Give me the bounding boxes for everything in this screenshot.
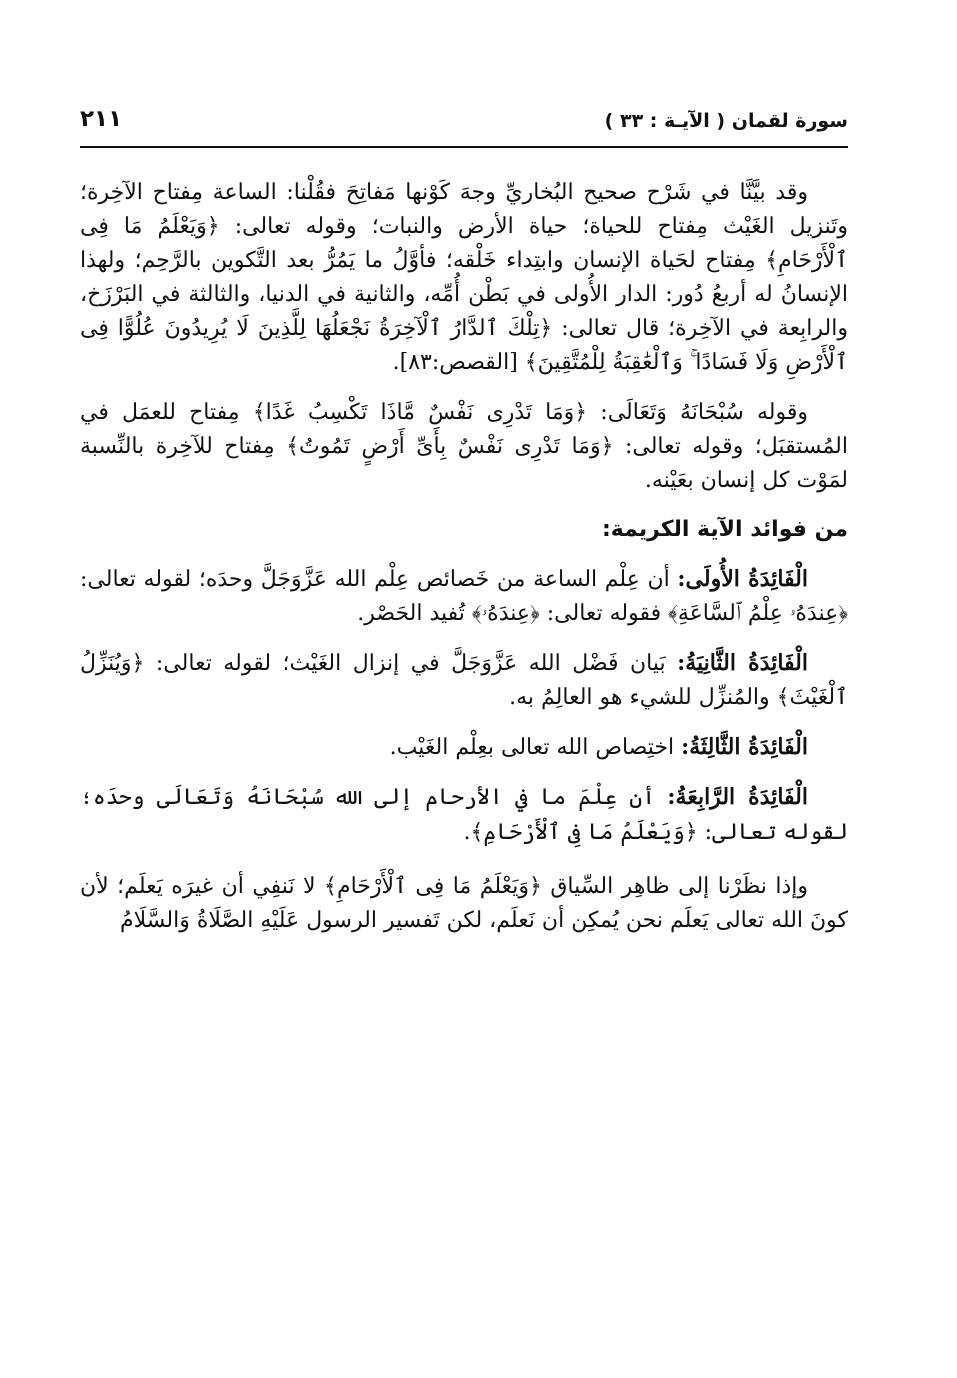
- benefit-2-label: الْفَائِدَةُ الثَّانِيَةُ:: [677, 650, 808, 677]
- paragraph-future-keys: وقوله سُبْحَانَهُ وَتَعَالَى: ﴿وَمَا تَدْرِى نَفْسٌ مَّاذَا تَكْسِبُ غَدًا﴾ مِفتاح للعمَل في المُستقبَل؛ وقوله تعالى: ﴿وَمَا تَدْرِى نَفْسٌ بِأَىِّ أَرْضٍ تَمُوتُ﴾ مِفتاح للآخِرة بالنِّسبة لمَوْت كل إنسان بعَيْنه.: [80, 399, 848, 493]
- benefit-3-label: الْفَائِدَةُ الثَّالِثَةُ:: [681, 734, 808, 761]
- benefit-2-text: بَيان فَضْل الله عَزَّوَجَلَّ في إنزال الغَيْث؛ لقوله تعالى: ﴿وَيُنَزِّلُ ٱلْغَيْثَ﴾ والمُنزِّل للشيء هو العالِمُ به.: [80, 651, 848, 711]
- header-divider: [80, 146, 848, 148]
- benefit-1: [80, 562, 848, 631]
- benefit-2: [80, 646, 848, 715]
- benefit-4: [80, 780, 848, 849]
- benefit-4-text: أن عِلْمَ ما في الأرحام إلى الله سُبْحَانَهُ وَتَعَالَى وحدَه؛ لقوله تعالى: ﴿وَيَعْلَمُ مَا فِى ٱلْأَرْحَامِ﴾.: [80, 785, 848, 845]
- benefit-1-label: الْفَائِدَةُ الأُولَى:: [677, 565, 809, 592]
- closing-paragraph: وإذا نظَرْنا إلى ظاهِر السِّياق ﴿وَيَعْلَمُ مَا فِى ٱلْأَرْحَامِ﴾ لا نَنفِي أن غيرَه يَعلَم؛ لأن كونَ الله تعالى يَعلَم نحن يُمكِن أن نَعلَم، لكن تَفسير الرسول عَلَيْهِ الصَّلَاةُ وَالسَّلَامُ: [80, 873, 848, 933]
- benefit-4-label: الْفَائِدَةُ الرَّابِعَةُ:: [667, 784, 808, 811]
- benefit-3: [80, 730, 848, 765]
- benefit-3-text: اختِصاص الله تعالى بعِلْم الغَيْب.: [389, 735, 682, 761]
- surah-title: سورة لقمان ( الآيـة : ٣٣ ): [604, 110, 848, 132]
- page-body: [80, 176, 848, 953]
- running-header: [80, 106, 848, 140]
- page-number: ٢١١: [80, 106, 123, 132]
- section-heading: من فوائد الآية الكريمة:: [601, 516, 848, 542]
- benefit-1-text: أن عِلْم الساعة من خَصائص عِلْم الله عَزَّوَجَلَّ وحدَه؛ لقوله تعالى: ﴿عِندَهُۥ عِلْمُ ٱلسَّاعَةِ﴾ فقوله تعالى: ﴿عِندَهُۥ﴾ تُفيد الحَصْر.: [80, 566, 848, 627]
- paragraph-keys-explanation: وقد بيَّنَّا في شَرْح صحيح البُخاريِّ وجهَ كَوْنها مَفاتِحَ فقُلْنا: الساعة مِفتاح الآخِرة؛ وتَنزيل الغَيْث مِفتاح للحياة؛ حياة الأرض والنبات؛ وقوله تعالى: ﴿وَيَعْلَمُ مَا فِى ٱلْأَرْحَامِ﴾ مِفتاح لحَياة الإنسان وابتِداء خَلْقه؛ فأوَّلُ ما يَمُرُّ بعد التَّكوين بالرَّحِم؛ ولهذا الإنسانُ له أربعُ دُور: الدار الأُولى في بَطْن أُمِّه، والثانية في الدنيا، والثالثة في البَرْزَخ، والرابِعة في الآخِرة؛ قال تعالى: ﴿تِلْكَ ٱلدَّارُ ٱلْآخِرَةُ نَجْعَلُهَا لِلَّذِينَ لَا يُرِيدُونَ عُلُوًّا فِى ٱلْأَرْضِ وَلَا فَسَادًا ۚ وَٱلْعَٰقِبَةُ لِلْمُتَّقِينَ﴾ [القصص:٨٣].: [80, 180, 848, 376]
